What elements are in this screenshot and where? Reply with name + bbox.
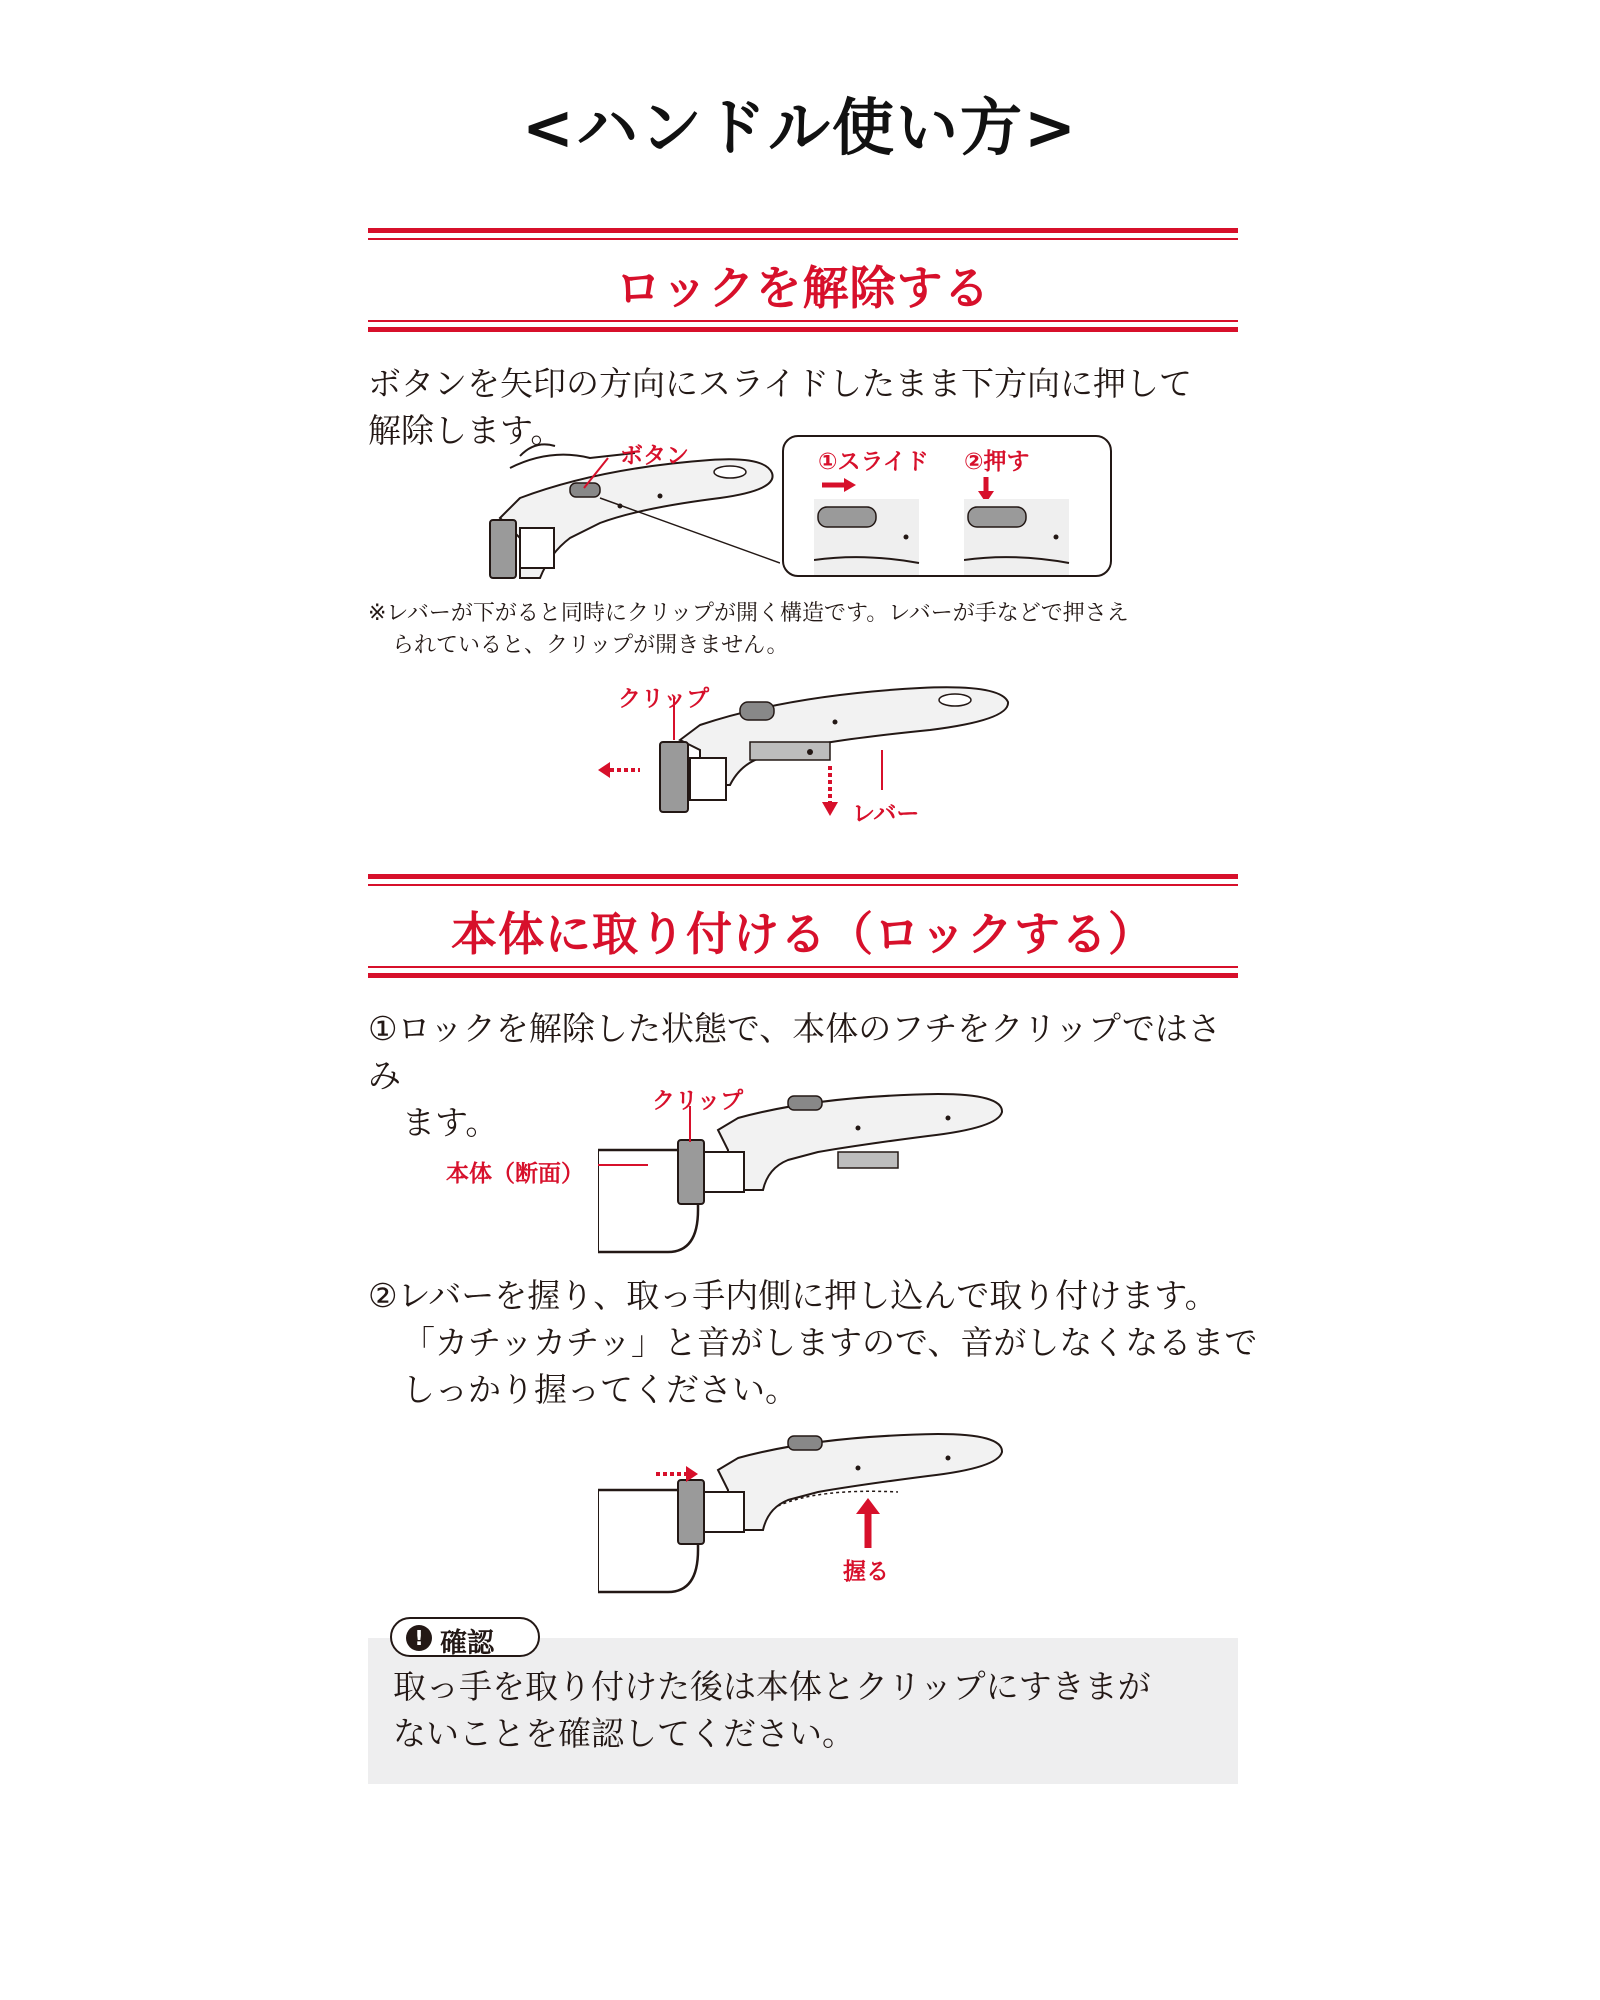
step-press-label: ②押す xyxy=(964,449,1030,475)
slide-step-illustration xyxy=(814,475,924,575)
section-header-unlock xyxy=(368,228,1238,332)
unlock-instructions-line1: ボタンを矢印の方向にスライドしたまま下方向に押して xyxy=(368,364,1193,403)
confirm-text xyxy=(393,1663,1233,1757)
section-title-unlock: ロックを解除する xyxy=(615,261,991,315)
unlock-note xyxy=(368,598,1248,662)
label-pan-body: 本体（断面） xyxy=(446,1161,584,1187)
section-title-attach: 本体に取り付ける（ロックする） xyxy=(450,907,1156,961)
confirm-badge-label: 確認 xyxy=(440,1628,494,1659)
attach-step2 xyxy=(368,1272,1258,1413)
label-grip: 握る xyxy=(843,1559,889,1585)
pan-clip-illustration xyxy=(598,1090,1018,1260)
unlock-steps-inset xyxy=(782,435,1112,577)
step-slide-label: ①スライド xyxy=(818,449,929,475)
confirm-text-line1: 取っ手を取り付けた後は本体とクリップにすきまが xyxy=(393,1667,1151,1706)
page-title: <ハンドル使い方> xyxy=(522,91,1078,164)
unlock-instructions-line2: 解除します。 xyxy=(368,411,564,450)
attach-step2-line2: 「カチッカチッ」と音がしますので、音がしなくなるまで xyxy=(402,1323,1258,1362)
confirm-text-line2: ないことを確認してください。 xyxy=(393,1714,855,1753)
label-button: ボタン xyxy=(620,443,689,469)
confirm-badge xyxy=(390,1617,540,1657)
grip-illustration xyxy=(598,1430,1018,1600)
section-header-attach xyxy=(368,874,1238,978)
attach-step2-line3: しっかり握ってください。 xyxy=(402,1370,798,1409)
exclamation-icon: ! xyxy=(406,1625,432,1651)
label-lever: レバー xyxy=(852,801,920,827)
unlock-note-line1: ※レバーが下がると同時にクリップが開く構造です。レバーが手などで押さえ xyxy=(368,601,1129,626)
unlock-note-line2: られていると、クリップが開きません。 xyxy=(392,633,789,658)
label-clip-attach: クリップ xyxy=(652,1088,744,1114)
press-step-illustration xyxy=(964,475,1074,575)
label-clip: クリップ xyxy=(618,686,710,712)
attach-step2-line1: ②レバーを握り、取っ手内側に押し込んで取り付けます。 xyxy=(368,1276,1218,1315)
attach-step1-line1: ①ロックを解除した状態で、本体のフチをクリップではさみ xyxy=(368,1009,1221,1095)
attach-step1-line2: ます。 xyxy=(402,1103,499,1142)
